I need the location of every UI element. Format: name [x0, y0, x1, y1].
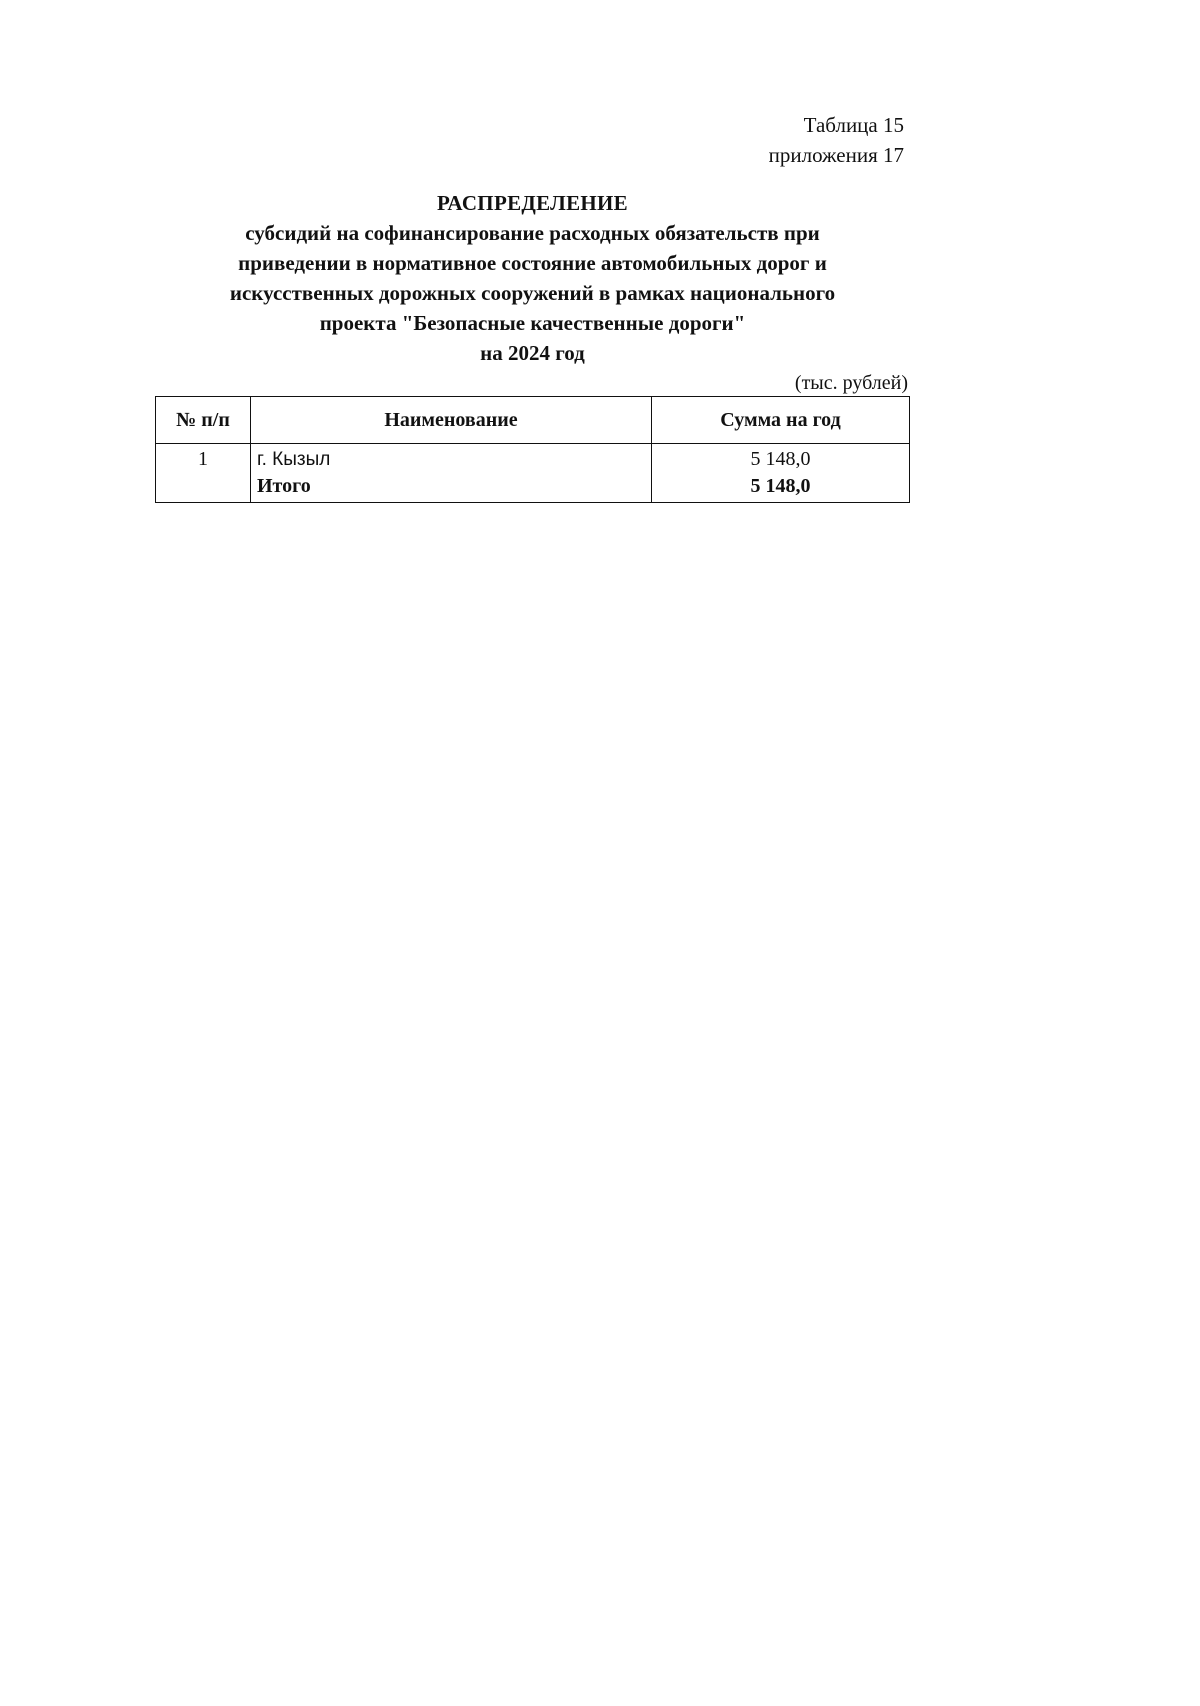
column-header-name: Наименование	[251, 397, 652, 444]
title-main: РАСПРЕДЕЛЕНИЕ	[436, 191, 628, 215]
row-number-cell	[156, 444, 251, 503]
title-line-5: на 2024 год	[480, 341, 585, 365]
document-title	[155, 188, 910, 368]
table-reference	[769, 110, 904, 170]
table-row	[156, 444, 910, 503]
table-header-row	[156, 397, 910, 444]
row-name-cell	[251, 444, 652, 503]
title-line-3: искусственных дорожных сооружений в рамках национального	[229, 281, 836, 305]
title-line-1: субсидий на софинансирование расходных обязательств при	[245, 221, 820, 245]
table-number: Таблица 15	[803, 113, 904, 137]
row-sum-cell	[652, 444, 910, 503]
total-label: Итого	[257, 475, 311, 497]
appendix-number: приложения 17	[768, 143, 904, 167]
column-header-sum: Сумма на год	[652, 397, 910, 444]
title-line-4: проекта "Безопасные качественные дороги"	[319, 311, 746, 335]
column-header-number: № п/п	[156, 397, 251, 444]
row-name: г. Кызыл	[257, 449, 331, 470]
row-sum: 5 148,0	[750, 448, 811, 470]
units-label: (тыс. рублей)	[794, 372, 908, 394]
distribution-table	[155, 396, 910, 503]
row-number: 1	[198, 448, 208, 470]
title-line-2: приведении в нормативное состояние автомобильных дорог и	[238, 251, 827, 275]
total-sum: 5 148,0	[750, 475, 811, 497]
